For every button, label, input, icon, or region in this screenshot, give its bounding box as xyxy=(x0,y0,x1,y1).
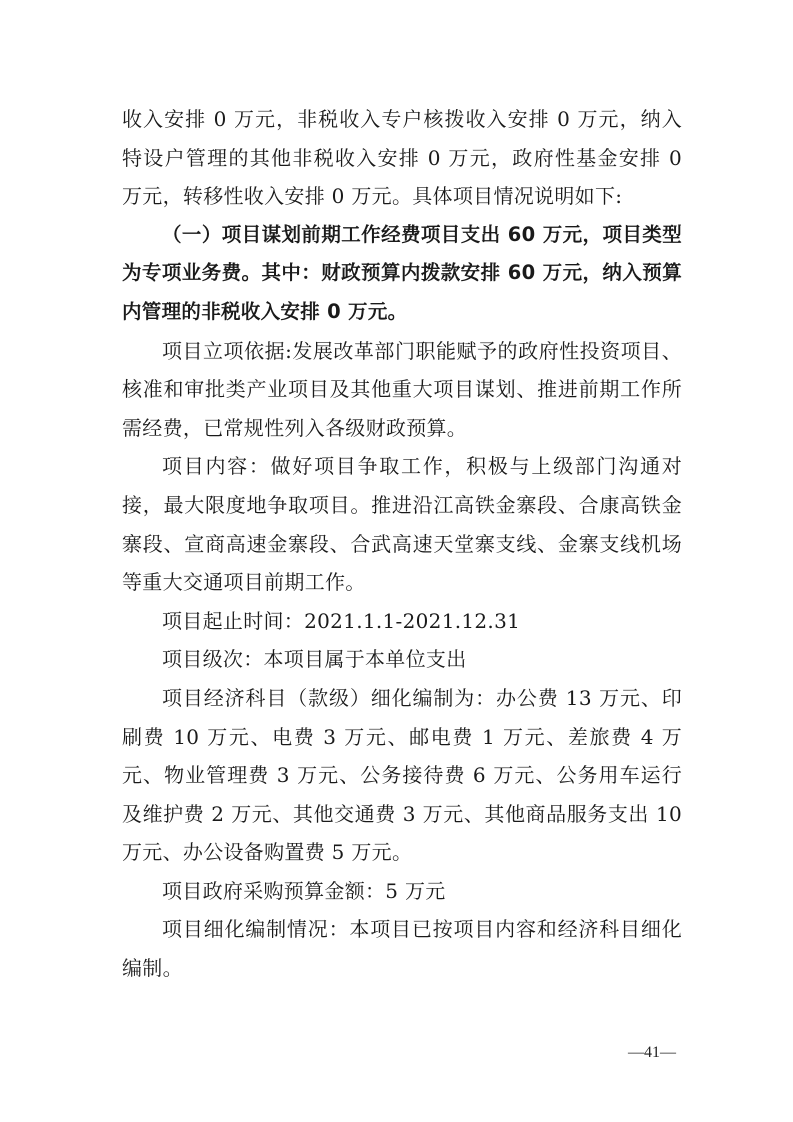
paragraph-project-level: 项目级次：本项目属于本单位支出 xyxy=(162,647,467,672)
paragraph-economic-items: 项目经济科目（款级）细化编制为：办公费 13 万元、印刷费 10 万元、电费 3 万元、邮电费 1 万元、差旅费 4 万元、物业管理费 3 万元、公务接待费 6 万元、公务用车运行及维护费 2 万元、其他交通费 3 万元、其他商品服务支出 10 万元、办公设备购置费 5 万元。 xyxy=(122,685,682,865)
paragraph-project-period: 项目起止时间：2021.1.1-2021.12.31 xyxy=(162,608,521,633)
page-number: —41— xyxy=(628,1044,676,1061)
document-body xyxy=(122,100,682,988)
paragraph-procurement-budget: 项目政府采购预算金额：5 万元 xyxy=(162,878,446,903)
paragraph-project-basis: 项目立项依据:发展改革部门职能赋予的政府性投资项目、核准和审批类产业项目及其他重大项目谋划、推进前期工作所需经费，已常规性列入各级财政预算。 xyxy=(122,338,682,440)
paragraph-project-content: 项目内容：做好项目争取工作，积极与上级部门沟通对接，最大限度地争取项目。推进沿江高铁金寨段、合康高铁金寨段、宣商高速金寨段、合武高速天堂寨支线、金寨支线机场等重大交通项目前期工作。 xyxy=(122,454,682,595)
paragraph-project-heading: （一）项目谋划前期工作经费项目支出 60 万元，项目类型为专项业务费。其中：财政预算内拨款安排 60 万元，纳入预算内管理的非税收入安排 0 万元。 xyxy=(122,222,682,323)
paragraph-refinement-status: 项目细化编制情况：本项目已按项目内容和经济科目细化编制。 xyxy=(122,917,682,981)
paragraph-income-summary: 收入安排 0 万元，非税收入专户核拨收入安排 0 万元，纳入特设户管理的其他非税收入安排 0 万元，政府性基金安排 0 万元，转移性收入安排 0 万元。具体项目情况说明如下: xyxy=(122,107,682,209)
